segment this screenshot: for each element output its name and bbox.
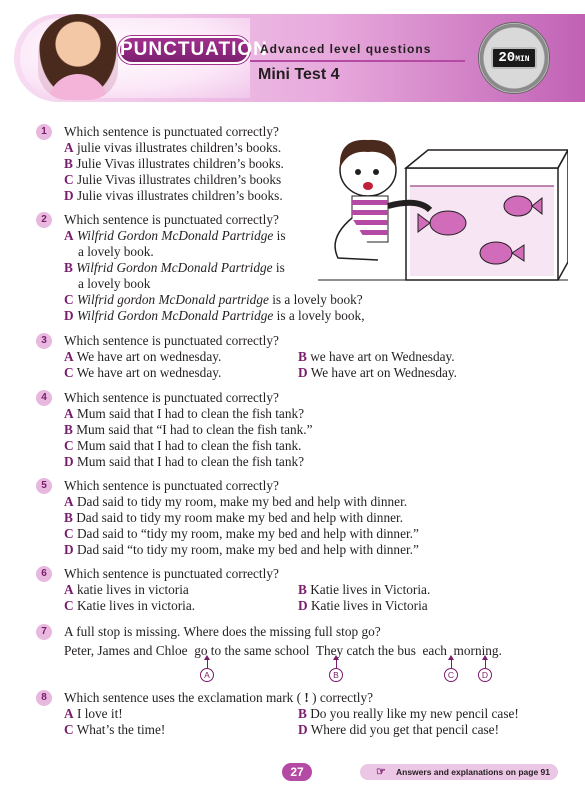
option-c[interactable]: C Katie lives in victoria. (64, 598, 196, 613)
option-a[interactable]: A julie vivas illustrates children’s books. (64, 140, 282, 155)
header-divider (250, 60, 465, 62)
option-b[interactable]: B Katie lives in Victoria. (298, 582, 431, 597)
option-d[interactable]: D Wilfrid Gordon McDonald Partridge is a lovely book, (64, 308, 365, 323)
option-c[interactable]: C What’s the time! (64, 722, 166, 737)
option-a[interactable]: A Mum said that I had to clean the fish tank? (64, 406, 305, 421)
option-b-continued: a lovely book (78, 276, 151, 291)
marker-c[interactable]: C (444, 668, 458, 682)
option-a[interactable]: A katie lives in victoria (64, 582, 189, 597)
marker-d[interactable]: D (478, 668, 492, 682)
question-number: 7 (36, 624, 52, 640)
marker-a[interactable]: A (200, 668, 214, 682)
sentence-text: Peter, James and Chloe go to the same school They catch the bus each morning. (64, 643, 502, 658)
timer-display (491, 47, 537, 69)
option-c[interactable]: C Dad said to “tidy my room, make my bed and help with dinner.” (64, 526, 419, 541)
question-number: 5 (36, 478, 52, 494)
question-text: Which sentence is punctuated correctly? (64, 478, 279, 493)
option-d[interactable]: D Katie lives in Victoria (298, 598, 428, 613)
question-text: Which sentence is punctuated correctly? (64, 212, 279, 227)
timer-icon (478, 22, 550, 94)
question-text: Which sentence is punctuated correctly? (64, 124, 279, 139)
marker-arrow (485, 658, 486, 668)
option-a[interactable]: A We have art on wednesday. (64, 349, 222, 364)
option-d[interactable]: D Julie vivas illustrates children’s books. (64, 188, 283, 203)
marker-arrow (207, 658, 208, 668)
marker-b[interactable]: B (329, 668, 343, 682)
option-b[interactable]: B Do you really like my new pencil case! (298, 706, 519, 721)
question-text: Which sentence is punctuated correctly? (64, 390, 279, 405)
option-b[interactable]: B we have art on Wednesday. (298, 349, 455, 364)
question-text: A full stop is missing. Where does the missing full stop go? (64, 624, 381, 639)
question-text: Which sentence uses the exclamation mark ( ! ) correctly? (64, 690, 374, 705)
option-c[interactable]: C Mum said that I had to clean the fish tank. (64, 438, 302, 453)
page-header (0, 0, 585, 112)
option-c[interactable]: C Wilfrid gordon McDonald partridge is a lovely book? (64, 292, 363, 307)
answers-text: Answers and explanations on page 91 (396, 767, 550, 777)
option-d[interactable]: D Mum said that I had to clean the fish tank? (64, 454, 305, 469)
option-b[interactable]: B Dad said to tidy my room make my bed and help with dinner. (64, 510, 404, 525)
question-number: 8 (36, 690, 52, 706)
marker-arrow (336, 658, 337, 668)
option-b[interactable]: B Mum said that “I had to clean the fish tank.” (64, 422, 313, 437)
pointing-hand-icon: ☞ (376, 766, 386, 778)
option-c[interactable]: C We have art on wednesday. (64, 365, 222, 380)
question-number: 2 (36, 212, 52, 228)
option-d[interactable]: D Dad said “to tidy my room, make my bed and help with dinner.” (64, 542, 419, 557)
option-c[interactable]: C Julie Vivas illustrates children’s books (64, 172, 282, 187)
question-text: Which sentence is punctuated correctly? (64, 333, 279, 348)
girl-fish-tank-illustration (318, 128, 568, 288)
question-text: Which sentence is punctuated correctly? (64, 566, 279, 581)
option-d[interactable]: D We have art on Wednesday. (298, 365, 457, 380)
section-title: PUNCTUATION (118, 36, 250, 64)
page-number: 27 (282, 763, 312, 781)
girl-photo (38, 14, 118, 100)
question-number: 4 (36, 390, 52, 406)
question-number: 1 (36, 124, 52, 140)
option-a[interactable]: A I love it! (64, 706, 123, 721)
option-b[interactable]: B Julie Vivas illustrates children’s books. (64, 156, 284, 171)
option-a-continued: a lovely book. (78, 244, 154, 259)
option-a[interactable]: A Wilfrid Gordon McDonald Partridge is (64, 228, 286, 243)
question-number: 6 (36, 566, 52, 582)
option-d[interactable]: D Where did you get that pencil case! (298, 722, 499, 737)
timer-value: 20 (498, 50, 516, 66)
test-title: Mini Test 4 (258, 66, 340, 83)
timer-unit: MIN (515, 55, 530, 64)
marker-arrow (451, 658, 452, 668)
question-number: 3 (36, 333, 52, 349)
answers-reference[interactable] (360, 764, 558, 780)
option-a[interactable]: A Dad said to tidy my room, make my bed and help with dinner. (64, 494, 408, 509)
option-b[interactable]: B Wilfrid Gordon McDonald Partridge is (64, 260, 285, 275)
section-subtitle: Advanced level questions (260, 42, 432, 56)
